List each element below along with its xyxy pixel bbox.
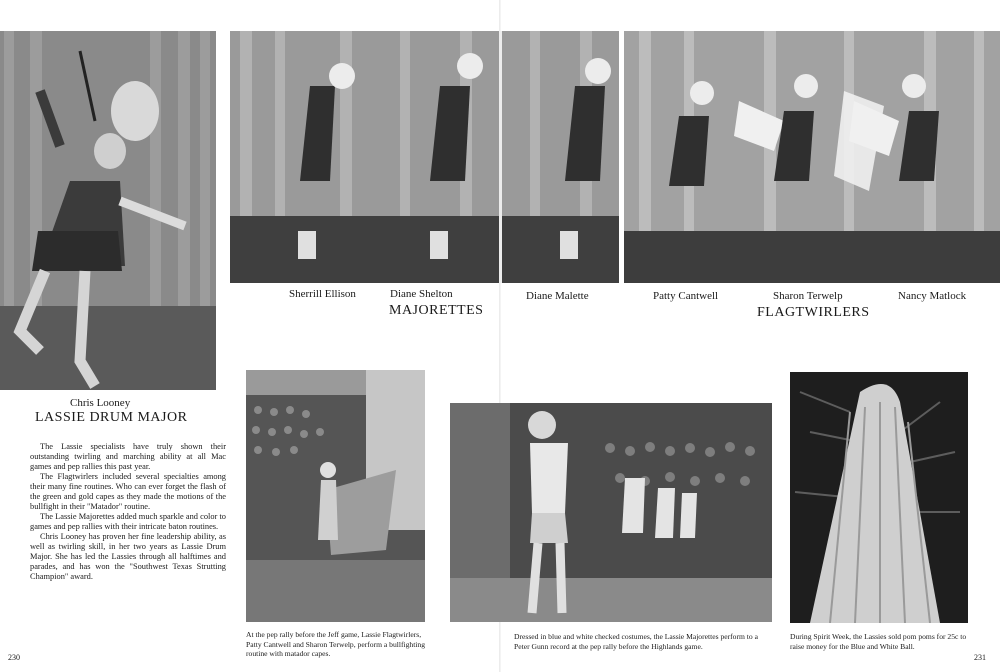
- majorettes-title: MAJORETTES: [389, 303, 484, 318]
- majorette-name: Diane Shelton: [390, 288, 453, 300]
- majorette-name: Sherrill Ellison: [289, 288, 356, 300]
- majorettes-costume-photo: [450, 403, 772, 622]
- majorettes-photo: [230, 31, 619, 283]
- article-paragraph: The Lassie specialists have truly shown their outstanding twirling and marching ability at all Mac games and pep rallies this past year.: [30, 442, 226, 471]
- costume-caption: Dressed in blue and white checked costumes, the Lassie Majorettes perform to a Peter Gunn record at the pep rally before the Highlands game.: [514, 632, 758, 651]
- pep-rally-photo: [246, 370, 425, 622]
- flagtwirler-name: Patty Cantwell: [653, 290, 719, 302]
- page-number-left: 230: [8, 653, 20, 662]
- article-paragraph: The Flagtwirlers included several specialties among their many fine routines. Who can ever forget the flash of the green and gold capes as they made the motions of the bullfight in their "Matador" routine.: [30, 472, 226, 511]
- pep-rally-caption: At the pep rally before the Jeff game, Lassie Flagtwirlers, Patty Cantwell and Sharon Terwelp, perform a bullfighting routine with matador capes.: [246, 630, 426, 658]
- majorette-name: Diane Malette: [526, 290, 589, 302]
- flagtwirlers-title: FLAGTWIRLERS: [757, 305, 870, 320]
- article-paragraph: Chris Looney has proven her fine leadership ability, as well as twirling skill, in her two years as Lassie Drum Major. She has led the Lassies through all halftimes and parades, and has won the "Southwest Texas Strutting Champion" award.: [30, 532, 226, 581]
- flagtwirlers-photo: [624, 31, 1000, 283]
- flagtwirler-name: Nancy Matlock: [898, 290, 967, 302]
- drum-major-name: Chris Looney: [70, 397, 131, 409]
- spirit-week-caption: During Spirit Week, the Lassies sold pom poms for 25c to raise money for the Blue and White Ball.: [790, 632, 967, 651]
- drum-major-title: LASSIE DRUM MAJOR: [35, 410, 188, 425]
- pom-pom-photo: [790, 372, 968, 623]
- drum-major-photo: [0, 31, 216, 390]
- article-body: [30, 442, 226, 582]
- flagtwirler-name: Sharon Terwelp: [773, 290, 843, 302]
- page-number-right: 231: [974, 653, 986, 662]
- article-paragraph: The Lassie Majorettes added much sparkle and color to games and pep rallies with their intricate baton routines.: [30, 512, 226, 531]
